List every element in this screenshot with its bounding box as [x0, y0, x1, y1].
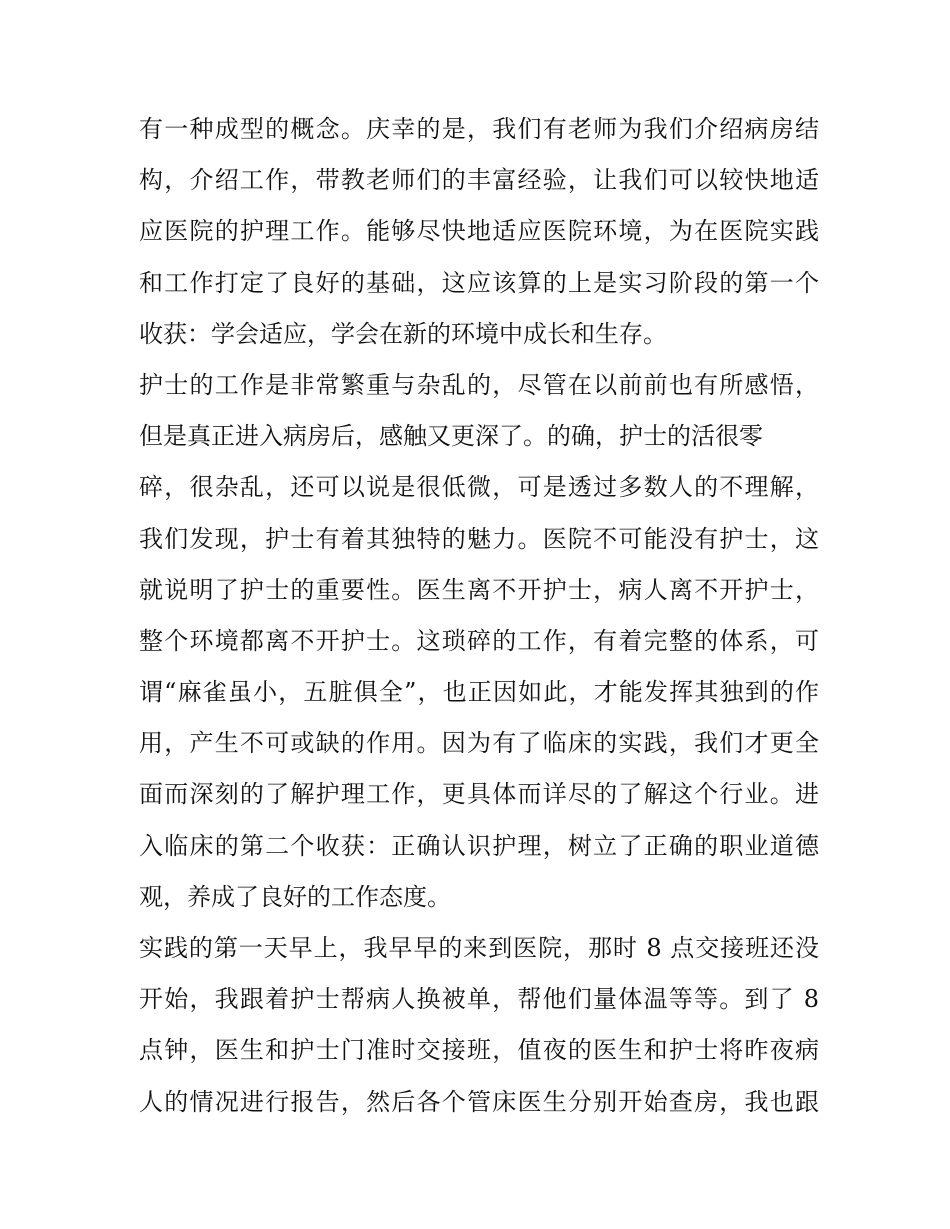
text-line: 观，养成了良好的工作态度。	[139, 882, 451, 911]
text-line: 点钟，医生和护士门准时交接班，值夜的医生和护士将昨夜病	[139, 1036, 819, 1065]
paragraph-2	[139, 360, 819, 923]
text-line: 有一种成型的概念。庆幸的是，我们有老师为我们介绍病房结	[139, 115, 819, 143]
text-line: 人的情况进行报告，然后各个管床医生分别开始查房，我也跟	[139, 1087, 819, 1116]
text-line: 构，介绍工作，带教老师们的丰富经验，让我们可以较快地适	[139, 166, 819, 195]
text-line: 我们发现，护士有着其独特的魅力。医院不可能没有护士，这	[139, 524, 819, 553]
text-line: 开始，我跟着护士帮病人换被单，帮他们量体温等等。到了 8	[139, 985, 819, 1014]
text-line: 就说明了护士的重要性。医生离不开护士，病人离不开护士，	[139, 575, 819, 604]
text-line: 面而深刻的了解护理工作，更具体而详尽的了解这个行业。进	[139, 780, 819, 809]
text-line: 护士的工作是非常繁重与杂乱的，尽管在以前前也有所感悟，	[139, 370, 819, 399]
paragraph-1	[139, 104, 819, 360]
document-body	[139, 104, 819, 1128]
text-line: 碎，很杂乱，还可以说是很低微，可是透过多数人的不理解，	[139, 473, 819, 502]
text-line: 整个环境都离不开护士。这琐碎的工作，有着完整的体系，可	[139, 626, 819, 655]
text-line: 收获：学会适应，学会在新的环境中成长和生存。	[139, 319, 667, 348]
text-line: 用，产生不可或缺的作用。因为有了临床的实践，我们才更全	[139, 729, 819, 758]
text-line: 实践的第一天早上，我早早的来到医院，那时 8 点交接班还没	[139, 934, 819, 962]
paragraph-3	[139, 923, 819, 1128]
text-line: 入临床的第二个收获：正确认识护理，树立了正确的职业道德	[139, 831, 819, 860]
text-line: 但是真正进入病房后，感触又更深了。的确，护士的活很零	[139, 422, 763, 451]
text-line: 谓“麻雀虽小，五脏俱全”，也正因如此，才能发挥其独到的作	[139, 678, 819, 707]
text-line: 应医院的护理工作。能够尽快地适应医院环境，为在医院实践	[139, 217, 819, 246]
text-line: 和工作打定了良好的基础，这应该算的上是实习阶段的第一个	[139, 268, 819, 297]
